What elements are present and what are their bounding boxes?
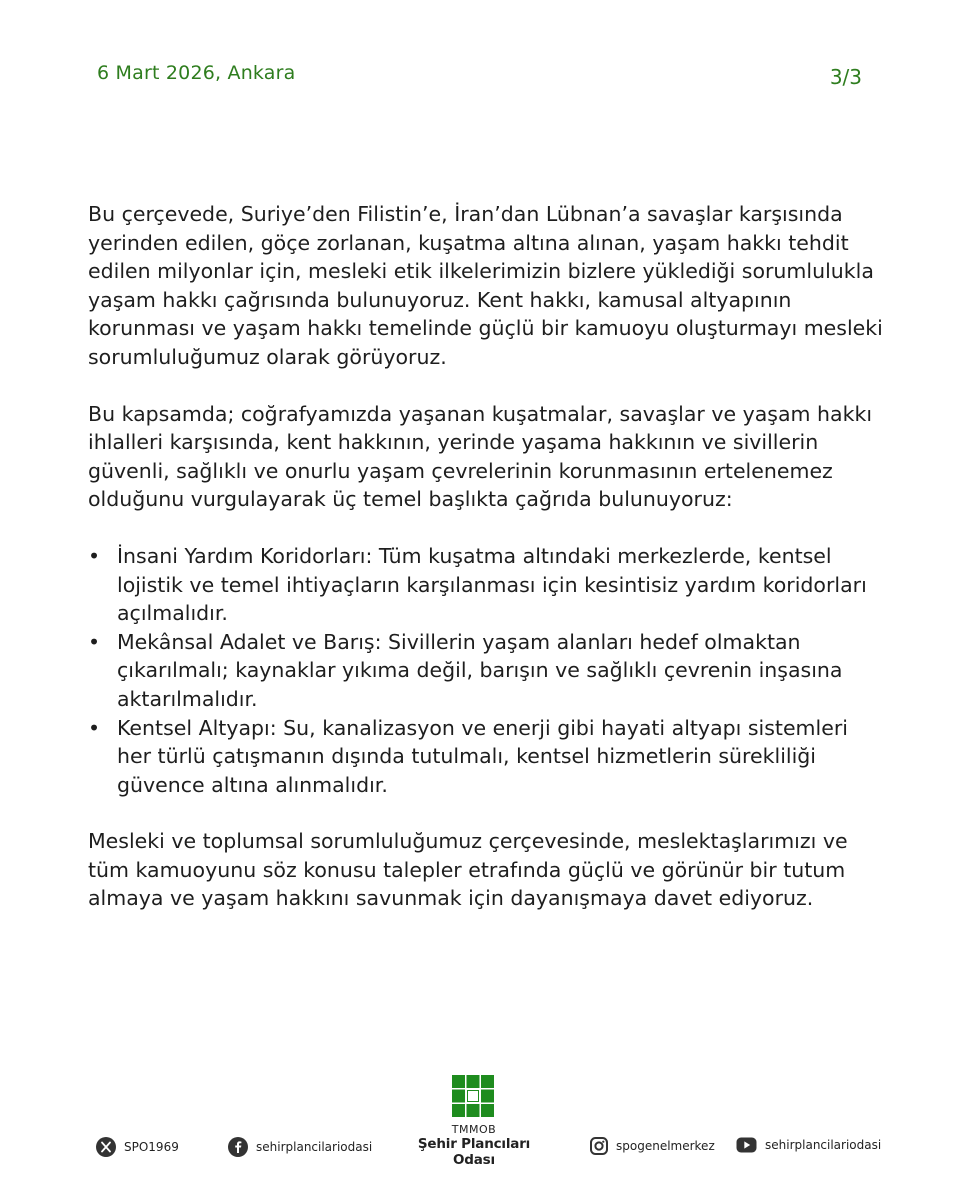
facebook-icon (228, 1137, 248, 1157)
organization-name (399, 1124, 549, 1168)
instagram-icon (590, 1137, 608, 1155)
org-full-name: Şehir Plancıları Odası (417, 1136, 531, 1168)
list-item-text: İnsani Yardım Koridorları: Tüm kuşatma altındaki merkezlerde, kentsel lojistik ve temel ihtiyaçların karşılanması için kesintisiz yardım koridorları açılmalıdır. (117, 543, 867, 626)
facebook-handle: sehirplancilariodasi (256, 1140, 373, 1154)
paragraph-2: Bu kapsamda; coğrafyamızda yaşanan kuşatmalar, savaşlar ve yaşam hakkı ihlalleri karşısında, kent hakkının, yerinde yaşama hakkının ve sivillerin güvenli, sağlıklı ve onurlu yaşam çevrelerinin korunmasının ertelenemez olduğunu vurgulayarak üç temel başlıkta çağrıda bulunuyoruz: (88, 401, 873, 512)
list-item (88, 542, 888, 628)
page-number: 3/3 (829, 65, 862, 89)
bullet-marker: • (88, 715, 101, 740)
youtube-handle: sehirplancilariodasi (765, 1138, 882, 1152)
list-item (88, 628, 888, 714)
document-body (88, 200, 888, 941)
closing-paragraph: Mesleki ve toplumsal sorumluluğumuz çerçevesinde, meslektaşlarımızı ve tüm kamuoyunu söz konusu talepler etrafında güçlü ve görünür bir tutum almaya ve yaşam hakkını savunmak için dayanışmaya davet ediyoruz. (88, 829, 848, 911)
list-item-text: Kentsel Altyapı: Su, kanalizasyon ve enerji gibi hayati altyapı sistemleri her türlü çatışmanın dışında tutulmalı, kentsel hizmetlerin sürekliliği güvence altına alınmalıdır. (117, 715, 848, 797)
social-youtube[interactable] (736, 1137, 881, 1153)
page-header (97, 62, 862, 92)
social-instagram[interactable] (590, 1137, 715, 1155)
x-handle: SPO1969 (124, 1140, 179, 1154)
youtube-icon (736, 1137, 757, 1153)
org-short-name: TMMOB (451, 1123, 497, 1136)
social-facebook[interactable] (228, 1137, 372, 1157)
x-logo-icon (96, 1137, 116, 1157)
list-item-text: Mekânsal Adalet ve Barış: Sivillerin yaşam alanları hedef olmaktan çıkarılmalı; kaynaklar yıkıma değil, barışın ve sağlıklı çevrenin inşasına aktarılmalıdır. (117, 629, 843, 711)
instagram-handle: spogenelmerkez (616, 1139, 715, 1153)
spo-logo-icon (452, 1075, 494, 1117)
paragraph-1: Bu çerçevede, Suriye’den Filistin’e, İran’dan Lübnan’a savaşlar karşısında yerinden edilen, göçe zorlanan, kuşatma altına alınan, yaşam hakkı tehdit edilen milyonlar için, mesleki etik ilkelerimizin bizlere yüklediği sorumlulukla yaşam hakkı çağrısında bulunuyoruz. Kent hakkı, kamusal altyapının korunması ve yaşam hakkı temelinde güçlü bir kamuoyu oluşturmayı mesleki sorumluluğumuz olarak görüyoruz. (88, 202, 883, 369)
social-x[interactable] (96, 1137, 179, 1157)
demands-list (88, 542, 888, 799)
list-item (88, 714, 888, 800)
bullet-marker: • (88, 543, 101, 568)
bullet-marker: • (88, 629, 101, 654)
document-date: 6 Mart 2026, Ankara (97, 62, 296, 84)
